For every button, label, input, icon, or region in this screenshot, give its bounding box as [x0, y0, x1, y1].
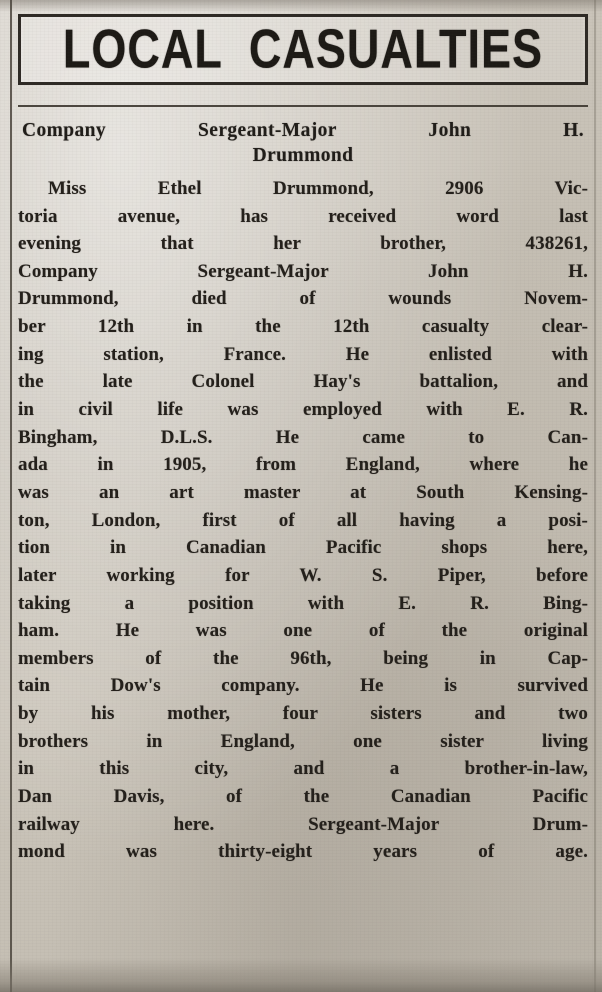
- body-line: was an art master at South Kensing-: [18, 481, 588, 503]
- headline-word-1: LOCAL: [62, 17, 223, 80]
- body-line: ada in 1905, from England, where he: [18, 454, 588, 476]
- body-line: ber 12th in the 12th casualty clear-: [18, 316, 588, 338]
- article-subheading: [18, 119, 588, 169]
- clipping-content: [18, 14, 588, 866]
- body-line: mond was thirty-eight years of age.: [18, 841, 588, 863]
- body-line: in civil life was employed with E. R.: [18, 399, 588, 421]
- body-line: Drummond, died of wounds Novem-: [18, 288, 588, 310]
- article-paragraph: [18, 175, 588, 866]
- body-line: later working for W. S. Piper, before: [18, 564, 588, 586]
- body-line: ing station, France. He enlisted with: [18, 343, 588, 365]
- body-line: toria avenue, has received word last: [18, 205, 588, 227]
- top-edge-shadow: [0, 0, 602, 12]
- bottom-edge-shadow: [0, 958, 602, 992]
- headline-word-2: CASUALTIES: [248, 17, 544, 80]
- body-line: Dan Davis, of the Canadian Pacific: [18, 786, 588, 807]
- subheading-line-2: Drummond: [252, 144, 354, 166]
- body-line: in this city, and a brother-in-law,: [18, 758, 588, 780]
- body-line: Bingham, D.L.S. He came to Can-: [18, 426, 588, 448]
- article-body: [18, 175, 588, 866]
- body-line: Miss Ethel Drummond, 2906 Vic-: [48, 177, 588, 199]
- body-line: members of the 96th, being in Cap-: [18, 647, 588, 669]
- body-line: tain Dow's company. He is survived: [18, 675, 588, 697]
- body-line: tion in Canadian Pacific shops here,: [18, 537, 588, 559]
- page-title: [27, 17, 579, 80]
- body-line: brothers in England, one sister living: [18, 730, 588, 752]
- subheading-line-1: Company Sergeant-Major John H.: [22, 120, 584, 141]
- body-line: by his mother, four sisters and two: [18, 703, 588, 725]
- headline-divider: [18, 105, 588, 107]
- column-rule-left: [10, 0, 12, 992]
- body-line: Company Sergeant-Major John H.: [18, 260, 588, 282]
- body-line: taking a position with E. R. Bing-: [18, 592, 588, 614]
- body-line: railway here. Sergeant-Major Drum-: [18, 813, 588, 835]
- body-line: the late Colonel Hay's battalion, and: [18, 371, 588, 393]
- body-line: evening that her brother, 438261,: [18, 233, 588, 255]
- body-line: ton, London, first of all having a posi-: [18, 509, 588, 531]
- body-line: ham. He was one of the original: [18, 620, 588, 642]
- column-rule-right: [594, 0, 596, 992]
- headline-box: [18, 14, 588, 85]
